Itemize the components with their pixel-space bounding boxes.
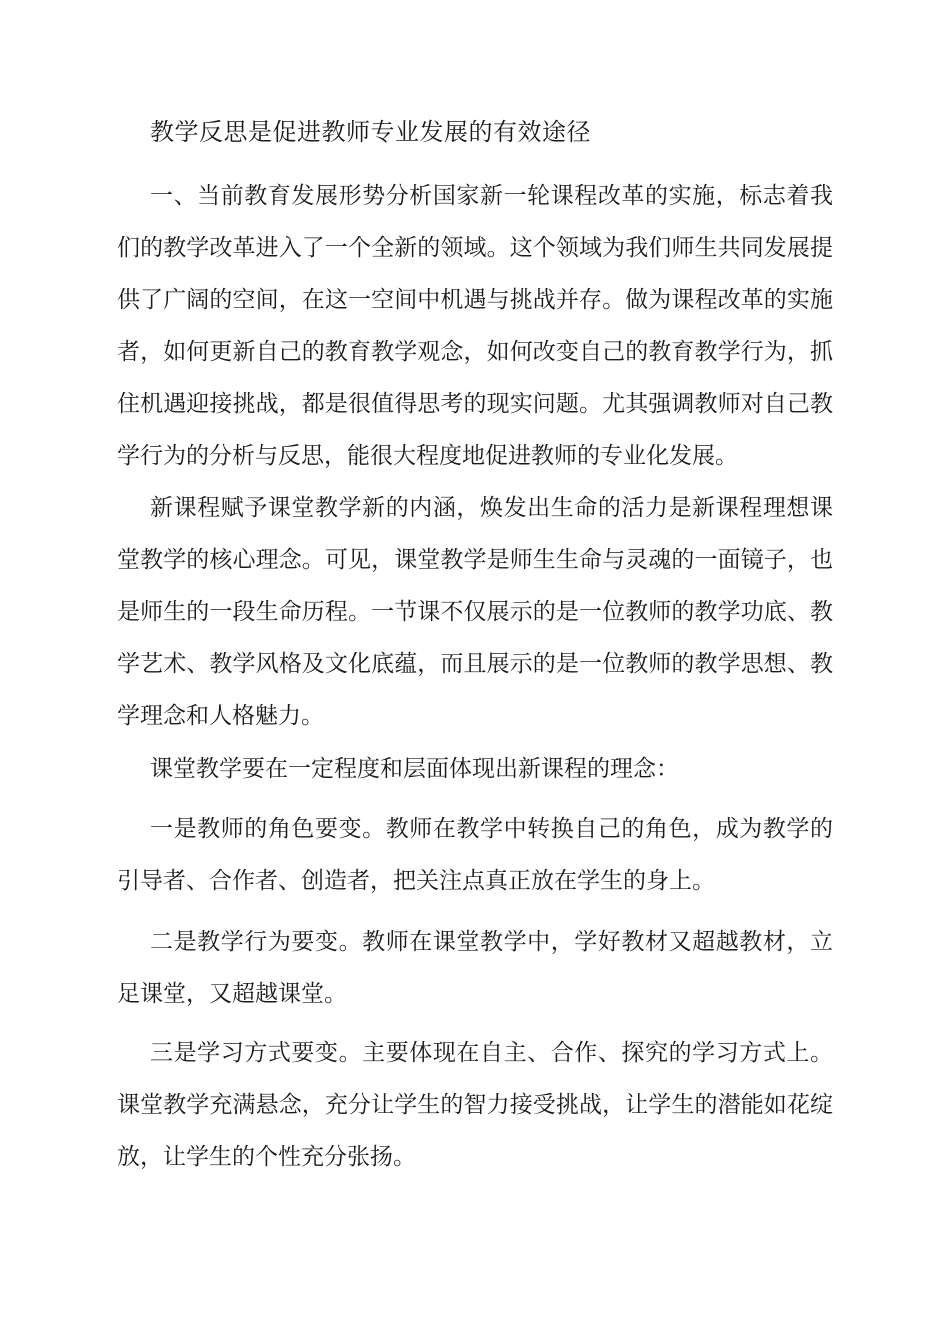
paragraph-3: 课堂教学要在一定程度和层面体现出新课程的理念： <box>150 756 679 782</box>
paragraph-4: 一是教师的角色要变。教师在教学中转换自己的角色，成为教学的引导者、合作者、创造者，把关注点真正放在学生的身上。 <box>117 816 833 894</box>
paragraph-6: 三是学习方式要变。主要体现在自主、合作、探究的学习方式上。课堂教学充满悬念，充分让学生的智力接受挑战，让学生的潜能如花绽放，让学生的个性充分张扬。 <box>117 1040 833 1170</box>
document-title: 教学反思是促进教师专业发展的有效途径 <box>150 118 591 146</box>
paragraph-1: 一、当前教育发展形势分析国家新一轮课程改革的实施，标志着我们的教学改革进入了一个全新的领域。这个领域为我们师生共同发展提供了广阔的空间，在这一空间中机遇与挑战并存。做为课程改革的实施者，如何更新自己的教育教学观念，如何改变自己的教育教学行为，抓住机遇迎接挑战，都是很值得思考的现实问题。尤其强调教师对自己教学行为的分析与反思，能很大程度地促进教师的专业化发展。 <box>117 183 833 469</box>
paragraph-2: 新课程赋予课堂教学新的内涵，焕发出生命的活力是新课程理想课堂教学的核心理念。可见，课堂教学是师生生命与灵魂的一面镜子，也是师生的一段生命历程。一节课不仅展示的是一位教师的教学功底、教学艺术、教学风格及文化底蕴，而且展示的是一位教师的教学思想、教学理念和人格魅力。 <box>117 495 833 729</box>
paragraph-5: 二是教学行为要变。教师在课堂教学中，学好教材又超越教材，立足课堂，又超越课堂。 <box>117 929 833 1007</box>
